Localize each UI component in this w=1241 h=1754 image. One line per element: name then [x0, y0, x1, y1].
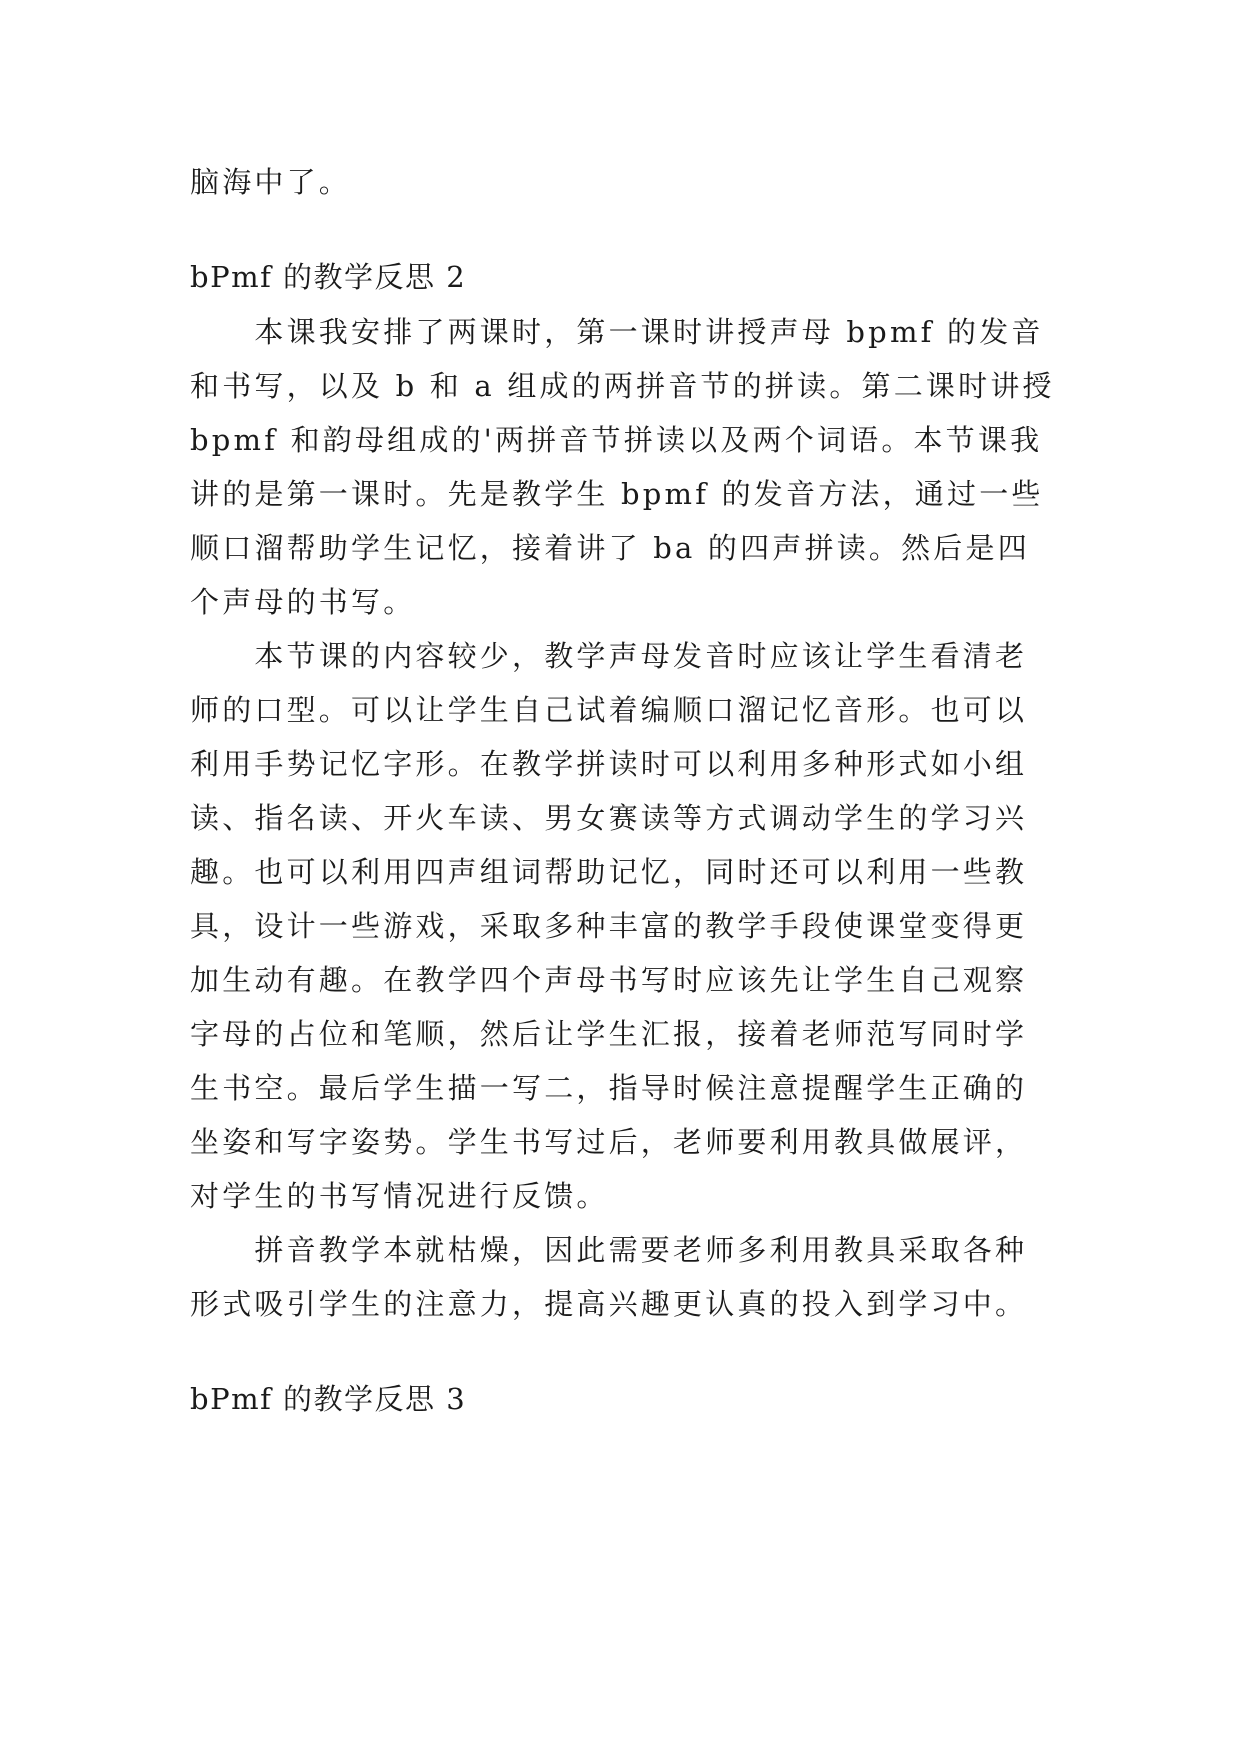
body-line: 形式吸引学生的注意力，提高兴趣更认真的投入到学习中。: [190, 1287, 1028, 1321]
section-2-heading: bPmf 的教学反思 2: [190, 260, 467, 294]
body-line: 生书空。最后学生描一写二，指导时候注意提醒学生正确的: [190, 1071, 1028, 1105]
body-line: 讲的是第一课时。先是教学生 bpmf 的发音方法，通过一些: [190, 477, 1044, 511]
body-line: 本节课的内容较少，教学声母发音时应该让学生看清老: [190, 639, 1028, 673]
body-line: 顺口溜帮助学生记忆，接着讲了 ba 的四声拼读。然后是四: [190, 531, 1030, 565]
body-line: 本课我安排了两课时，第一课时讲授声母 bpmf 的发音: [190, 315, 1044, 349]
intro-text-line: 脑海中了。: [190, 165, 352, 199]
body-line: 字母的占位和笔顺，然后让学生汇报，接着老师范写同时学: [190, 1017, 1028, 1051]
body-line: 个声母的书写。: [190, 585, 416, 619]
body-line: 具，设计一些游戏，采取多种丰富的教学手段使课堂变得更: [190, 909, 1028, 943]
body-line: 拼音教学本就枯燥，因此需要老师多利用教具采取各种: [190, 1233, 1028, 1267]
body-line: 趣。也可以利用四声组词帮助记忆，同时还可以利用一些教: [190, 855, 1028, 889]
body-line: 和书写，以及 b 和 a 组成的两拼音节的拼读。第二课时讲授: [190, 369, 1055, 403]
body-line: 加生动有趣。在教学四个声母书写时应该先让学生自己观察: [190, 963, 1028, 997]
body-line: 坐姿和写字姿势。学生书写过后，老师要利用教具做展评，: [190, 1125, 1028, 1159]
body-line: 利用手势记忆字形。在教学拼读时可以利用多种形式如小组: [190, 747, 1028, 781]
section-3-heading: bPmf 的教学反思 3: [190, 1382, 467, 1416]
body-line: 对学生的书写情况进行反馈。: [190, 1179, 609, 1213]
body-line: bpmf 和韵母组成的'两拼音节拼读以及两个词语。本节课我: [190, 423, 1043, 457]
body-line: 师的口型。可以让学生自己试着编顺口溜记忆音形。也可以: [190, 693, 1028, 727]
body-line: 读、指名读、开火车读、男女赛读等方式调动学生的学习兴: [190, 801, 1028, 835]
